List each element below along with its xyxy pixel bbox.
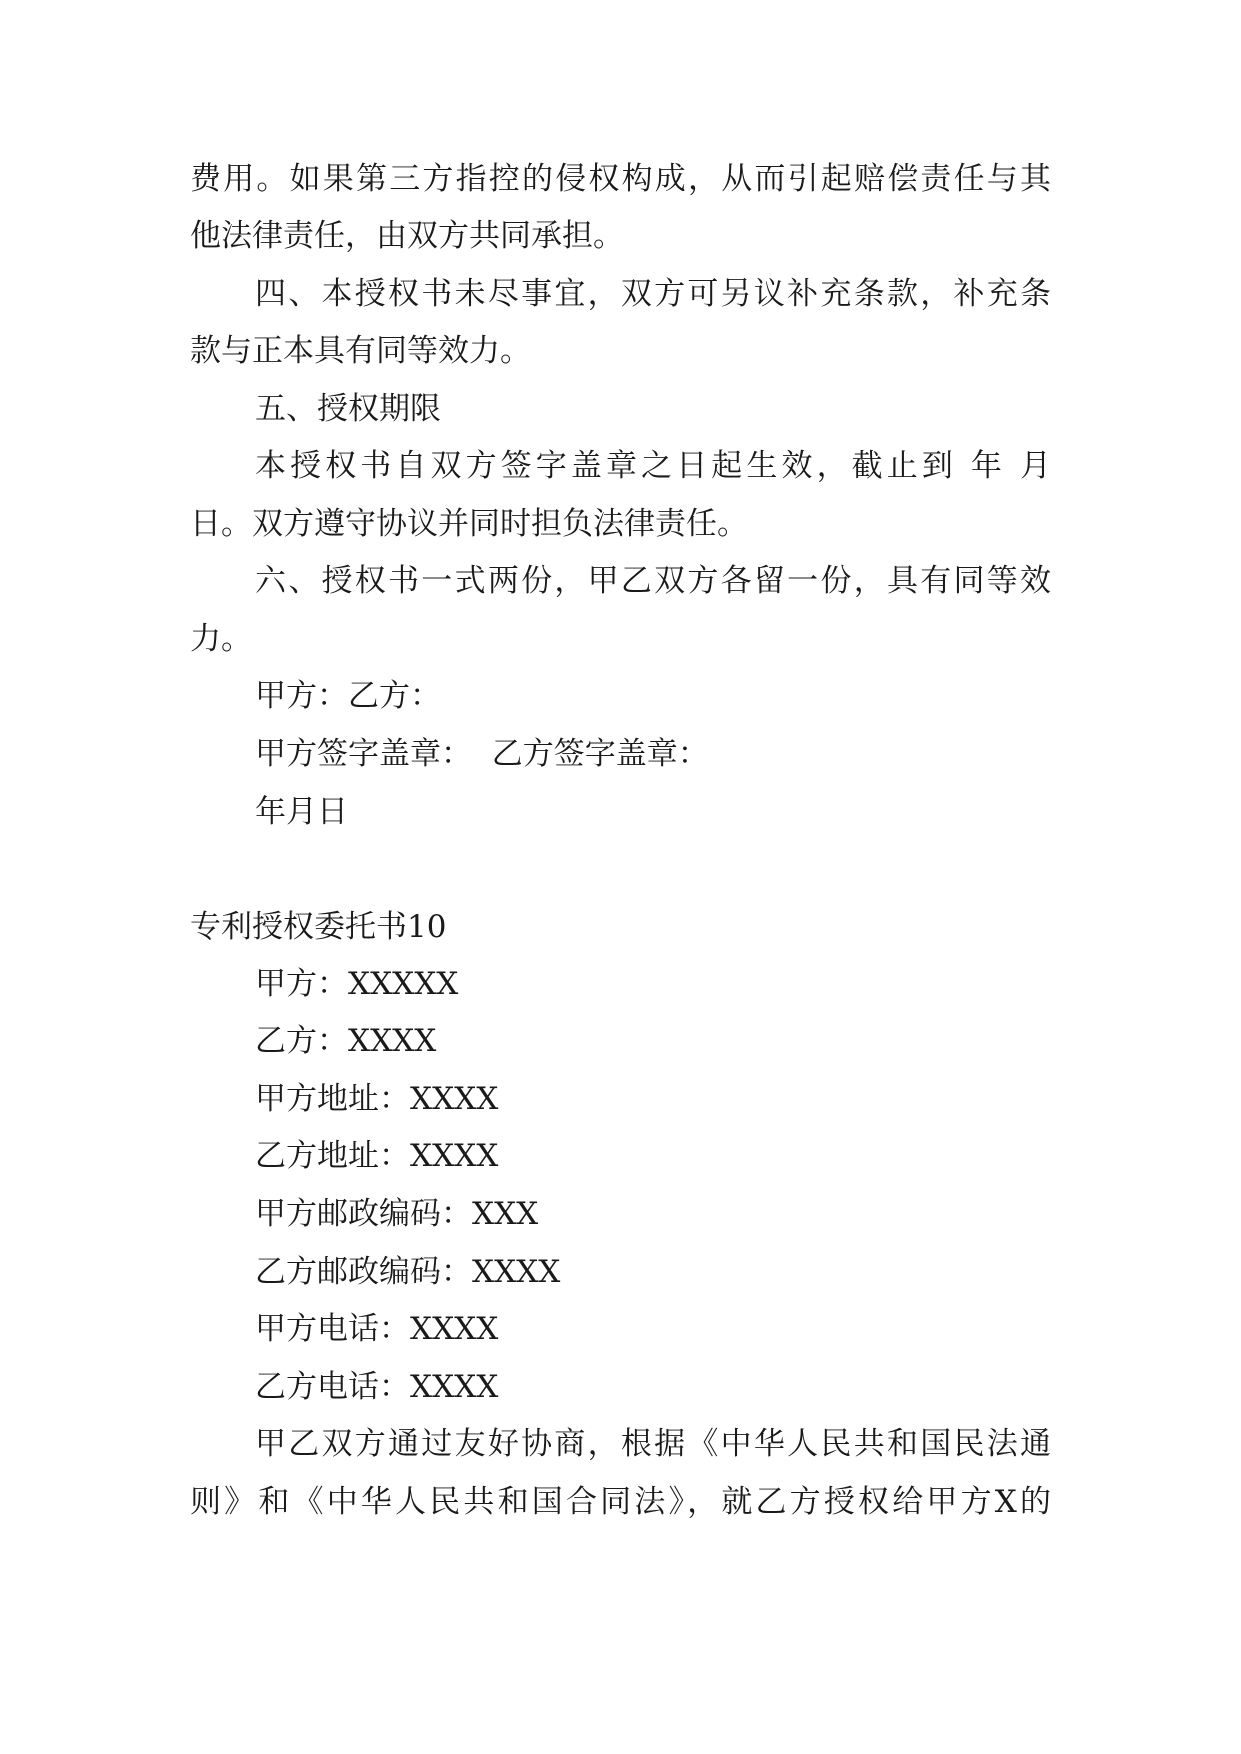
text-line: 四、本授权书未尽事宜，双方可另议补充条款，补充条 xyxy=(255,276,1051,312)
text-line: 费用。如果第三方指控的侵权构成，从而引起赔偿责任与其 xyxy=(190,161,1051,197)
text-line: 甲乙双方通过友好协商，根据《中华人民共和国民法通 xyxy=(255,1426,1051,1462)
field-address-b: 乙方地址：XXXX xyxy=(255,1138,499,1174)
text-line: 款与正本具有同等效力。 xyxy=(190,333,531,369)
field-party-b: 乙方：XXXX xyxy=(255,1023,437,1059)
section-heading: 五、授权期限 xyxy=(255,391,441,427)
date-line: 年月日 xyxy=(255,794,348,830)
text-line: 他法律责任，由双方共同承担。 xyxy=(190,218,624,254)
text-line: 则》和《中华人民共和国合同法》，就乙方授权给甲方X的 xyxy=(190,1484,1051,1520)
field-postcode-a: 甲方邮政编码：XXX xyxy=(255,1196,539,1232)
field-address-a: 甲方地址：XXXX xyxy=(255,1081,499,1117)
text-line: 六、授权书一式两份，甲乙双方各留一份，具有同等效 xyxy=(255,563,1051,599)
field-postcode-b: 乙方邮政编码：XXXX xyxy=(255,1254,561,1290)
text-line: 日。双方遵守协议并同时担负法律责任。 xyxy=(190,506,748,542)
document-title: 专利授权委托书10 xyxy=(190,909,447,945)
field-phone-a: 甲方电话：XXXX xyxy=(255,1311,499,1347)
field-party-a: 甲方：XXXXX xyxy=(255,966,459,1002)
text-line: 力。 xyxy=(190,621,252,657)
field-phone-b: 乙方电话：XXXX xyxy=(255,1369,499,1405)
signature-line: 甲方签字盖章： 乙方签字盖章： xyxy=(255,736,709,772)
party-line: 甲方：乙方： xyxy=(255,678,441,714)
text-line: 本授权书自双方签字盖章之日起生效，截止到 年 月 xyxy=(255,448,1051,484)
